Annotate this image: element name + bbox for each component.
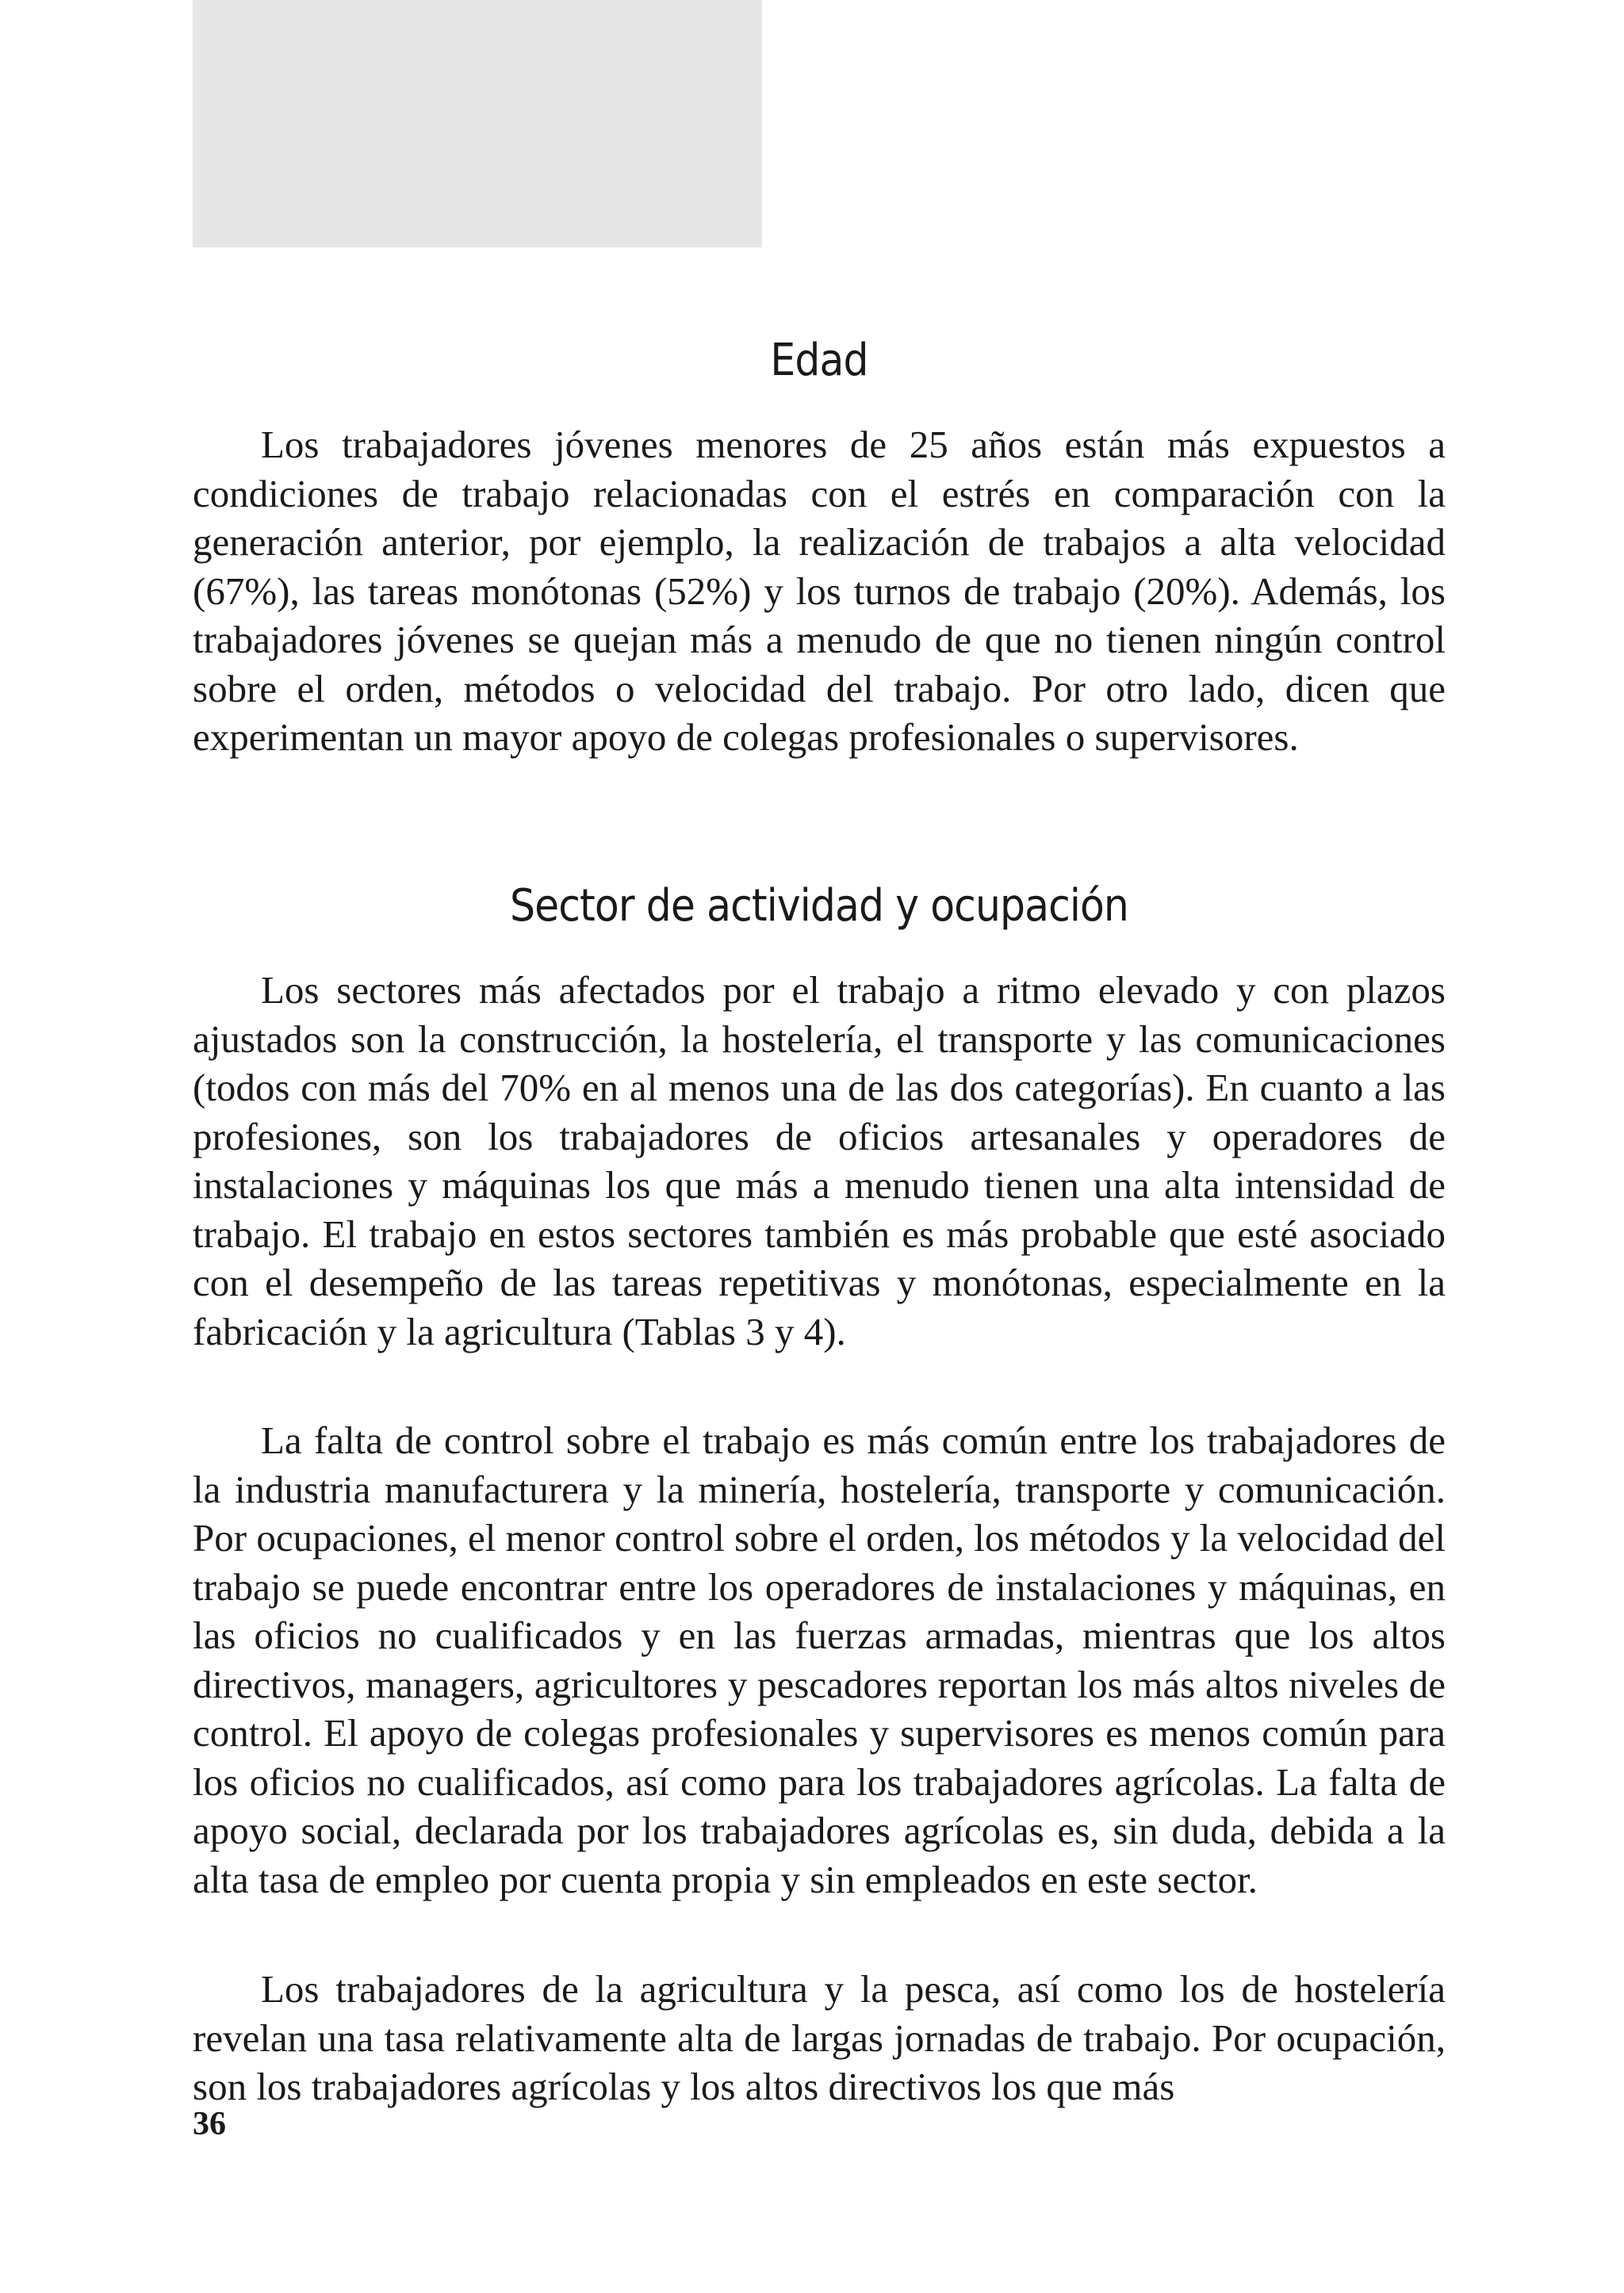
header-placeholder-block <box>193 0 762 247</box>
page-number: 36 <box>193 2106 226 2142</box>
section-title-edad: Edad <box>770 335 868 386</box>
section-title-sector: Sector de actividad y ocupación <box>510 880 1128 932</box>
paragraph-sector-3: Los trabajadores de la agricultura y la pesca, así como los de hostelería revelan una tasa relativamente alta de largas jornadas de trabajo. Por ocupación, son los trabajadores agrícolas y los altos directivos los que más <box>193 1967 1446 2108</box>
paragraph-edad-1: Los trabajadores jóvenes menores de 25 años están más expuestos a condiciones de trabajo relacionadas con el estrés en comparación con la generación anterior, por ejemplo, la realización de trabajos a alta velocidad (67%), las tareas monótonas (52%) y los turnos de trabajo (20%). Además, los trabajadores jóvenes se quejan más a menudo de que no tienen ningún control sobre el orden, métodos o velocidad del trabajo. Por otro lado, dicen que experimentan un mayor apoyo de colegas profesionales o supervisores. <box>193 423 1446 759</box>
paragraph-sector-1: Los sectores más afectados por el trabajo a ritmo elevado y con plazos ajustados son la construcción, la hostelería, el transporte y las comunicaciones (todos con más del 70% en al menos una de las dos categorías). En cuanto a las profesiones, son los trabajadores de oficios artesanales y operadores de instalaciones y máquinas los que más a menudo tienen una alta intensidad de trabajo. El trabajo en estos sectores también es más probable que esté asociado con el desempeño de las tareas repetitivas y monótonas, especialmente en la fabricación y la agricultura (Tablas 3 y 4). <box>193 968 1446 1353</box>
paragraph-sector-2: La falta de control sobre el trabajo es más común entre los trabajadores de la industria manufacturera y la minería, hostelería, transporte y comunicación. Por ocupaciones, el menor control sobre el orden, los métodos y la velocidad del trabajo se puede encontrar entre los operadores de instalaciones y máquinas, en las oficios no cualificados y en las fuerzas armadas, mientras que los altos directivos, managers, agricultores y pescadores reportan los más altos niveles de control. El apoyo de colegas profesionales y supervisores es menos común para los oficios no cualificados, así como para los trabajadores agrícolas. La falta de apoyo social, declarada por los trabajadores agrícolas es, sin duda, debida a la alta tasa de empleo por cuenta propia y sin empleados en este sector. <box>193 1418 1446 1901</box>
